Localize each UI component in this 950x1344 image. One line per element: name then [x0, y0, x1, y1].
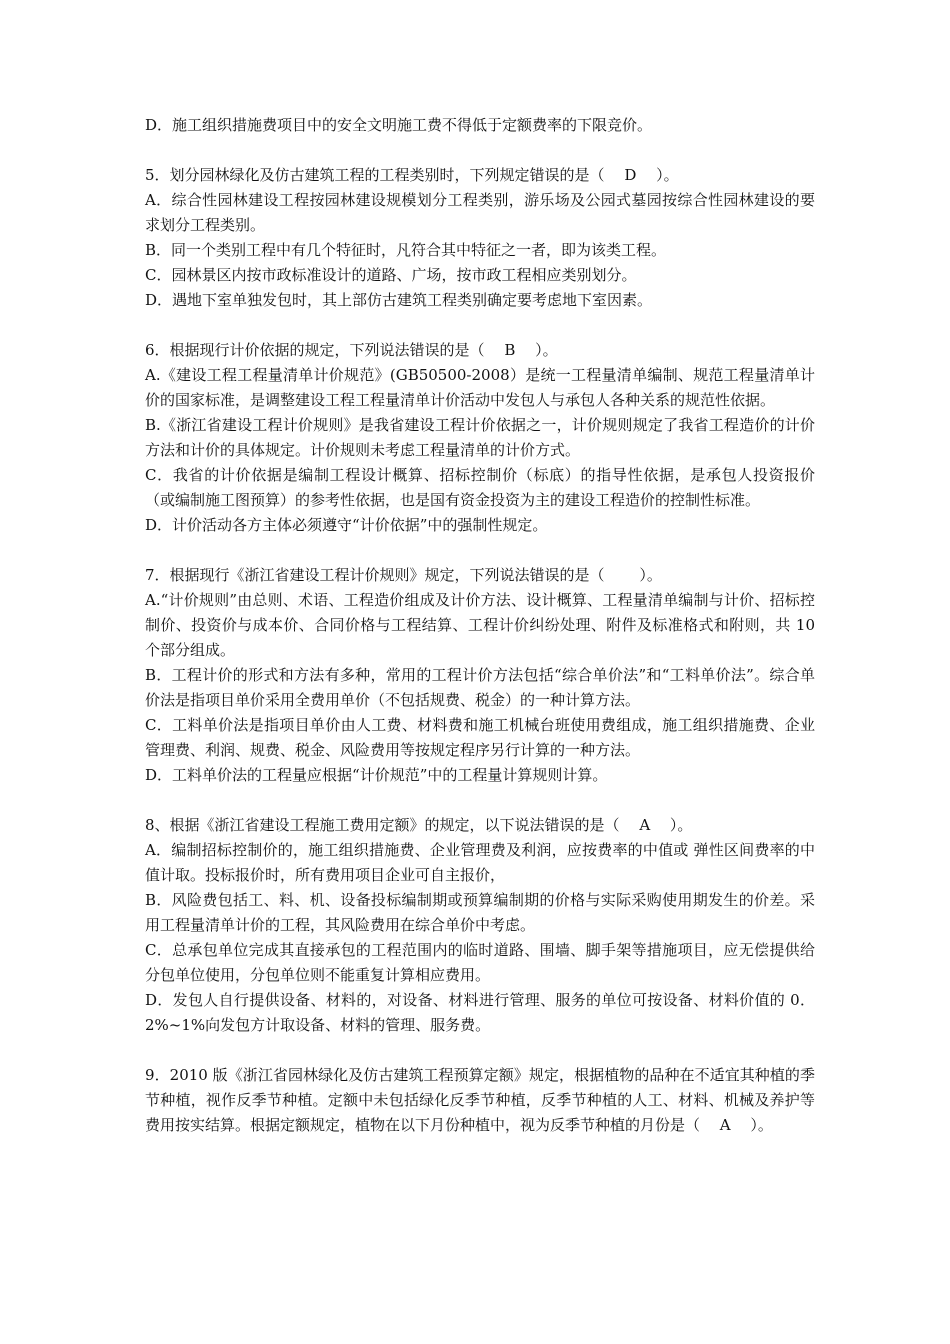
q5-option-b: B．同一个类别工程中有几个特征时，凡符合其中特征之一者，即为该类工程。 [145, 241, 667, 259]
q6-option-c: C．我省的计价依据是编制工程设计概算、招标控制价（标底）的指导性依据，是承包人投资报价（或编制施工图预算）的参考性依据，也是国有资金投资为主的建设工程造价的控制性标准。 [145, 466, 815, 509]
q5-option-d: D．遇地下室单独发包时，其上部仿古建筑工程类别确定要考虑地下室因素。 [145, 291, 653, 309]
question-8 [145, 813, 815, 1038]
q7-option-c: C．工料单价法是指项目单价由人工费、材料费和施工机械台班使用费组成，施工组织措施费、企业管理费、利润、规费、税金、风险费用等按规定程序另行计算的一种方法。 [145, 716, 815, 759]
q8-option-a: A．编制招标控制价的，施工组织措施费、企业管理费及利润，应按费率的中值或 弹性区间费率的中值计取。投标报价时，所有费用项目企业可自主报价， [145, 841, 815, 884]
question-9 [145, 1063, 815, 1138]
q4-option-d: D．施工组织措施费项目中的安全文明施工费不得低于定额费率的下限竞价。 [145, 116, 653, 134]
question-5 [145, 163, 815, 313]
q7-option-a: A.“计价规则”由总则、术语、工程造价组成及计价方法、设计概算、工程量清单编制与计价、招标控制价、投资价与成本价、合同价格与工程结算、工程计价纠纷处理、附件及标准格式和附则，共 10 个部分组成。 [145, 591, 815, 659]
q5-stem: 5．划分园林绿化及仿古建筑工程的工程类别时，下列规定错误的是（ D ）。 [145, 166, 679, 184]
q8-option-d: D．发包人自行提供设备、材料的，对设备、材料进行管理、服务的单位可按设备、材料价值的 0．2%~1%向发包方计取设备、材料的管理、服务费。 [145, 991, 815, 1034]
q6-stem: 6．根据现行计价依据的规定，下列说法错误的是（ B ）。 [145, 341, 558, 359]
q5-option-a: A．综合性园林建设工程按园林建设规模划分工程类别，游乐场及公园式墓园按综合性园林建设的要求划分工程类别。 [145, 191, 815, 234]
q8-option-b: B．风险费包括工、料、机、设备投标编制期或预算编制期的价格与实际采购使用期发生的价差。采用工程量清单计价的工程，其风险费用在综合单价中考虑。 [145, 891, 815, 934]
question-7 [145, 563, 815, 788]
q8-option-c: C．总承包单位完成其直接承包的工程范围内的临时道路、围墙、脚手架等措施项目，应无偿提供给分包单位使用，分包单位则不能重复计算相应费用。 [145, 941, 815, 984]
question-6 [145, 338, 815, 538]
q8-stem: 8、根据《浙江省建设工程施工费用定额》的规定，以下说法错误的是（ A ）。 [145, 816, 693, 834]
q7-stem: 7．根据现行《浙江省建设工程计价规则》规定，下列说法错误的是（ ）。 [145, 566, 662, 584]
q7-option-b: B．工程计价的形式和方法有多种，常用的工程计价方法包括“综合单价法”和“工料单价法”。综合单价法是指项目单价采用全费用单价（不包括规费、税金）的一种计算方法。 [145, 666, 815, 709]
q6-option-d: D．计价活动各方主体必须遵守“计价依据”中的强制性规定。 [145, 516, 548, 534]
document-page [145, 113, 815, 1138]
q5-option-c: C．园林景区内按市政标准设计的道路、广场，按市政工程相应类别划分。 [145, 266, 637, 284]
q6-option-b: B.《浙江省建设工程计价规则》是我省建设工程计价依据之一，计价规则规定了我省工程造价的计价方法和计价的具体规定。计价规则未考虑工程量清单的计价方式。 [145, 416, 815, 459]
q6-option-a: A.《建设工程工程量清单计价规范》(GB50500-2008）是统一工程量清单编制、规范工程量清单计价的国家标准，是调整建设工程工程量清单计价活动中发包人与承包人各种关系的规范性依据。 [145, 366, 815, 409]
q7-option-d: D．工料单价法的工程量应根据“计价规范”中的工程量计算规则计算。 [145, 766, 608, 784]
q9-stem: 9．2010 版《浙江省园林绿化及仿古建筑工程预算定额》规定，根据植物的品种在不适宜其种植的季节种植，视作反季节种植。定额中未包括绿化反季节种植，反季节种植的人工、材料、机械及养护等费用按实结算。根据定额规定，植物在以下月份种植中，视为反季节种植的月份是（ A ）。 [145, 1066, 815, 1134]
